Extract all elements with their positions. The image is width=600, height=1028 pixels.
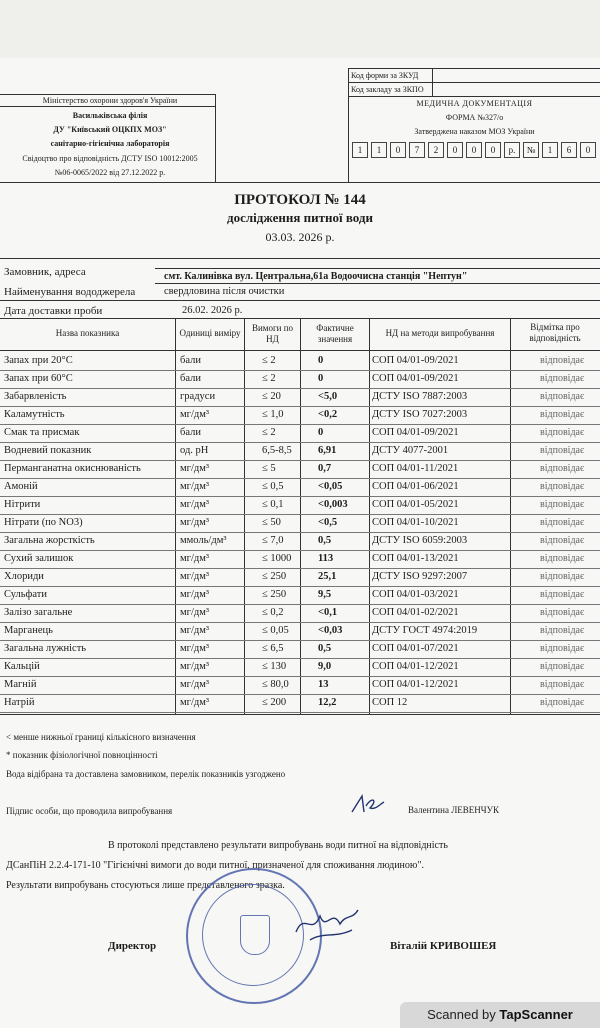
tester-signature — [348, 792, 388, 818]
cell-fact: <0,05 — [318, 481, 343, 492]
cell-norm: ≤ 0,05 — [262, 625, 289, 636]
cell-conf: відповідає — [540, 679, 585, 690]
table-row — [0, 694, 600, 713]
cell-name: Запах при 60°С — [4, 373, 73, 384]
cell-fact: 12,2 — [318, 697, 337, 708]
col-header-name: Назва показника — [55, 328, 120, 338]
table-row — [0, 478, 600, 497]
cell-conf: відповідає — [540, 355, 585, 366]
scanner-watermark: Scanned by TapScanner — [400, 1002, 600, 1028]
cell-unit: мг/дм³ — [180, 499, 210, 510]
table-row — [0, 406, 600, 425]
cell-norm: ≤ 1,0 — [262, 409, 284, 420]
cell-method: СОП 04/01-05/2021 — [372, 499, 459, 510]
cell-method: СОП 04/01-07/2021 — [372, 643, 459, 654]
table-row — [0, 460, 600, 479]
form-number: ФОРМА №327/о — [445, 113, 504, 122]
cell-norm: ≤ 1000 — [262, 553, 292, 564]
delivery-value: 26.02. 2026 р. — [182, 305, 243, 316]
cell-norm: ≤ 80,0 — [262, 679, 289, 690]
cell-unit: мг/дм³ — [180, 607, 210, 618]
delivery-label: Дата доставки проби — [4, 305, 103, 317]
cell-name: Нітрити — [4, 499, 41, 510]
cell-name: Магній — [4, 679, 37, 690]
cell-fact: 9,5 — [318, 589, 332, 600]
cell-method: СОП 04/01-12/2021 — [372, 661, 459, 672]
cell-name: Натрій — [4, 697, 35, 708]
table-row — [0, 388, 600, 407]
cell-unit: од. рН — [180, 445, 209, 456]
order-box: 2 — [428, 142, 444, 158]
cell-fact: 0,5 — [318, 535, 332, 546]
cell-norm: ≤ 250 — [262, 571, 287, 582]
protocol-title: ПРОТОКОЛ № 144 — [234, 192, 366, 208]
order-box: 0 — [466, 142, 482, 158]
cell-fact: <0,1 — [318, 607, 338, 618]
cell-fact: 25,1 — [318, 571, 337, 582]
cell-unit: мг/дм³ — [180, 571, 210, 582]
cell-method: ДСТУ ГОСТ 4974:2019 — [372, 625, 478, 636]
cell-norm: ≤ 7,0 — [262, 535, 284, 546]
table-row — [0, 622, 600, 641]
cell-unit: бали — [180, 427, 201, 438]
cell-norm: 6,5-8,5 — [262, 445, 292, 456]
cell-name: Загальна лужність — [4, 643, 87, 654]
order-box: 1 — [352, 142, 368, 158]
cell-method: ДСТУ ISO 6059:2003 — [372, 535, 468, 546]
table-row — [0, 370, 600, 389]
customer-label: Замовник, адреса — [4, 266, 86, 278]
cell-method: ДСТУ ISO 7027:2003 — [372, 409, 468, 420]
institution-name: ДУ "Київський ОЦКПХ МОЗ" — [53, 125, 167, 134]
table-row — [0, 514, 600, 533]
cell-conf: відповідає — [540, 517, 585, 528]
cell-unit: мг/дм³ — [180, 643, 210, 654]
cell-name: Сульфати — [4, 589, 47, 600]
cell-unit: мг/дм³ — [180, 463, 210, 474]
director-signature — [292, 902, 362, 948]
cell-name: Хлориди — [4, 571, 44, 582]
cell-fact: 113 — [318, 553, 334, 564]
cell-fact: 0,5 — [318, 643, 332, 654]
cell-method: СОП 12 — [372, 697, 408, 708]
cell-name: Марганець — [4, 625, 53, 636]
cell-fact: <0,003 — [318, 499, 348, 510]
order-box: 0 — [390, 142, 406, 158]
source-label: Найменування вододжерела — [4, 286, 136, 298]
cell-conf: відповідає — [540, 463, 585, 474]
director-label: Директор — [108, 940, 157, 952]
table-row — [0, 352, 600, 371]
result-line-2: ДСанПіН 2.2.4-171-10 "Гігієнічні вимоги до води питної, призначеної для споживання людиною". — [6, 860, 424, 871]
cell-method: СОП 04/01-11/2021 — [372, 463, 459, 474]
cell-unit: мг/дм³ — [180, 553, 210, 564]
col-header-fact: Фактичне значення — [316, 323, 354, 344]
cell-norm: ≤ 5 — [262, 463, 276, 474]
table-row — [0, 604, 600, 623]
cell-fact: 9,0 — [318, 661, 332, 672]
approved-by: Затверджена наказом МОЗ України — [414, 127, 535, 136]
col-header-conformity: Відмітка про відповідність — [529, 322, 581, 343]
certificate-text: Свідоцтво про відповідність ДСТУ ISO 10012:2005 — [22, 154, 198, 163]
table-row — [0, 496, 600, 515]
cell-name: Нітрати (по NO3) — [4, 517, 83, 528]
cell-conf: відповідає — [540, 481, 585, 492]
note-sampling: Вода відібрана та доставлена замовником, перелік показників узгоджено — [6, 769, 286, 779]
cell-method: СОП 04/01-06/2021 — [372, 481, 459, 492]
cell-norm: ≤ 0,5 — [262, 481, 284, 492]
cell-name: Запах при 20°С — [4, 355, 73, 366]
cell-name: Перманганатна окиснюваність — [4, 463, 141, 474]
director-name: Віталій КРИВОШЕЯ — [390, 940, 497, 952]
cell-method: СОП 04/01-09/2021 — [372, 427, 459, 438]
cell-name: Смак та присмак — [4, 427, 80, 438]
note-physiological: * показник фізіологічної повноцінності — [6, 750, 158, 760]
cell-conf: відповідає — [540, 391, 585, 402]
cell-name: Загальна жорсткість — [4, 535, 95, 546]
cell-norm: ≤ 2 — [262, 355, 276, 366]
table-row — [0, 676, 600, 695]
code-zkpo-label: Код закладу за ЗКПО — [351, 85, 424, 94]
certificate-number: №06-0065/2022 від 27.12.2022 р. — [54, 168, 166, 177]
order-box: 7 — [409, 142, 425, 158]
cell-norm: ≤ 50 — [262, 517, 281, 528]
cell-name: Сухий залишок — [4, 553, 74, 564]
note-less-than: < менше нижньої границі кількісного визначення — [6, 732, 196, 742]
cell-unit: мг/дм³ — [180, 661, 210, 672]
cell-norm: ≤ 0,1 — [262, 499, 284, 510]
cell-unit: мг/дм³ — [180, 517, 210, 528]
cell-conf: відповідає — [540, 373, 585, 384]
cell-name: Каламутність — [4, 409, 65, 420]
cell-method: ДСТУ ISO 9297:2007 — [372, 571, 468, 582]
order-box: 0 — [485, 142, 501, 158]
protocol-subject: дослідження питної води — [227, 210, 373, 225]
cell-fact: 0,7 — [318, 463, 332, 474]
order-box: 1 — [371, 142, 387, 158]
result-line-1: В протоколі представлено результати випробувань води питної на відповідність — [108, 840, 448, 851]
cell-unit: бали — [180, 355, 201, 366]
table-row — [0, 442, 600, 461]
cell-fact: <0,5 — [318, 517, 338, 528]
cell-method: СОП 04/01-02/2021 — [372, 607, 459, 618]
table-row — [0, 550, 600, 569]
cell-norm: ≤ 2 — [262, 427, 276, 438]
cell-name: Амоній — [4, 481, 38, 492]
cell-fact: 13 — [318, 679, 329, 690]
cell-unit: мг/дм³ — [180, 481, 210, 492]
table-row — [0, 568, 600, 587]
cell-fact: 0 — [318, 373, 324, 384]
cell-conf: відповідає — [540, 499, 585, 510]
protocol-date: 03.03. 2026 р. — [265, 230, 335, 244]
cell-conf: відповідає — [540, 427, 585, 438]
result-line-3: Результати випробувань стосуються лише представленого зразка. — [6, 880, 285, 891]
cell-conf: відповідає — [540, 643, 585, 654]
cell-unit: градуси — [180, 391, 216, 402]
cell-fact: 0 — [318, 427, 324, 438]
cell-conf: відповідає — [540, 661, 585, 672]
cell-method: ДСТУ 4077-2001 — [372, 445, 449, 456]
cell-method: СОП 04/01-12/2021 — [372, 679, 459, 690]
tester-signature-label: Підпис особи, що проводила випробування — [6, 806, 173, 816]
cell-fact: 0 — [318, 355, 324, 366]
cell-norm: ≤ 130 — [262, 661, 287, 672]
cell-unit: мг/дм³ — [180, 679, 210, 690]
cell-conf: відповідає — [540, 409, 585, 420]
cell-unit: мг/дм³ — [180, 625, 210, 636]
cell-conf: відповідає — [540, 571, 585, 582]
cell-conf: відповідає — [540, 625, 585, 636]
cell-norm: ≤ 2 — [262, 373, 276, 384]
cell-fact: 6,91 — [318, 445, 337, 456]
order-box: р. — [504, 142, 520, 158]
order-box: 1 — [542, 142, 558, 158]
table-row — [0, 640, 600, 659]
code-zkud-label: Код форми за ЗКУД — [351, 71, 419, 80]
cell-conf: відповідає — [540, 589, 585, 600]
order-box: 0 — [580, 142, 596, 158]
medical-doc-title: МЕДИЧНА ДОКУМЕНТАЦІЯ — [416, 99, 533, 108]
col-header-unit: Одиниці виміру — [179, 328, 241, 338]
cell-norm: ≤ 250 — [262, 589, 287, 600]
cell-method: СОП 04/01-10/2021 — [372, 517, 459, 528]
tester-name: Валентина ЛЕВЕНЧУК — [408, 805, 500, 815]
source-value: свердловина після очистки — [164, 286, 285, 297]
order-box: 6 — [561, 142, 577, 158]
order-box: № — [523, 142, 539, 158]
ministry-name: Міністерство охорони здоров'я України — [42, 96, 178, 105]
cell-name: Забарвленість — [4, 391, 67, 402]
cell-fact: <0,2 — [318, 409, 338, 420]
cell-conf: відповідає — [540, 445, 585, 456]
cell-unit: мг/дм³ — [180, 589, 210, 600]
cell-unit: мг/дм³ — [180, 697, 210, 708]
cell-conf: відповідає — [540, 553, 585, 564]
table-row — [0, 658, 600, 677]
cell-method: СОП 04/01-09/2021 — [372, 355, 459, 366]
cell-method: СОП 04/01-13/2021 — [372, 553, 459, 564]
col-header-method: НД на методи випробування — [385, 328, 495, 338]
cell-unit: бали — [180, 373, 201, 384]
lab-name: санітарно-гігієнічна лабораторія — [50, 139, 170, 148]
order-box: 0 — [447, 142, 463, 158]
cell-conf: відповідає — [540, 535, 585, 546]
table-row — [0, 424, 600, 443]
cell-norm: ≤ 6,5 — [262, 643, 284, 654]
cell-fact: <0,03 — [318, 625, 343, 636]
customer-value: смт. Калинівка вул. Центральна,61а Водоочисна станція "Нептун" — [164, 271, 468, 282]
cell-fact: <5,0 — [318, 391, 338, 402]
cell-norm: ≤ 20 — [262, 391, 281, 402]
branch-name: Васильківська філія — [72, 111, 148, 120]
table-row — [0, 532, 600, 551]
cell-unit: мг/дм³ — [180, 409, 210, 420]
page-top-edge — [0, 0, 600, 58]
cell-method: СОП 04/01-09/2021 — [372, 373, 459, 384]
cell-conf: відповідає — [540, 607, 585, 618]
cell-name: Залізо загальне — [4, 607, 73, 618]
table-row — [0, 586, 600, 605]
cell-norm: ≤ 200 — [262, 697, 287, 708]
cell-conf: відповідає — [540, 697, 585, 708]
cell-norm: ≤ 0,2 — [262, 607, 284, 618]
cell-name: Водневий показник — [4, 445, 92, 456]
col-header-norm: Вимоги по НД — [251, 323, 294, 344]
cell-method: СОП 04/01-03/2021 — [372, 589, 459, 600]
cell-method: ДСТУ ISO 7887:2003 — [372, 391, 468, 402]
cell-name: Кальцій — [4, 661, 40, 672]
cell-unit: ммоль/дм³ — [180, 535, 227, 546]
